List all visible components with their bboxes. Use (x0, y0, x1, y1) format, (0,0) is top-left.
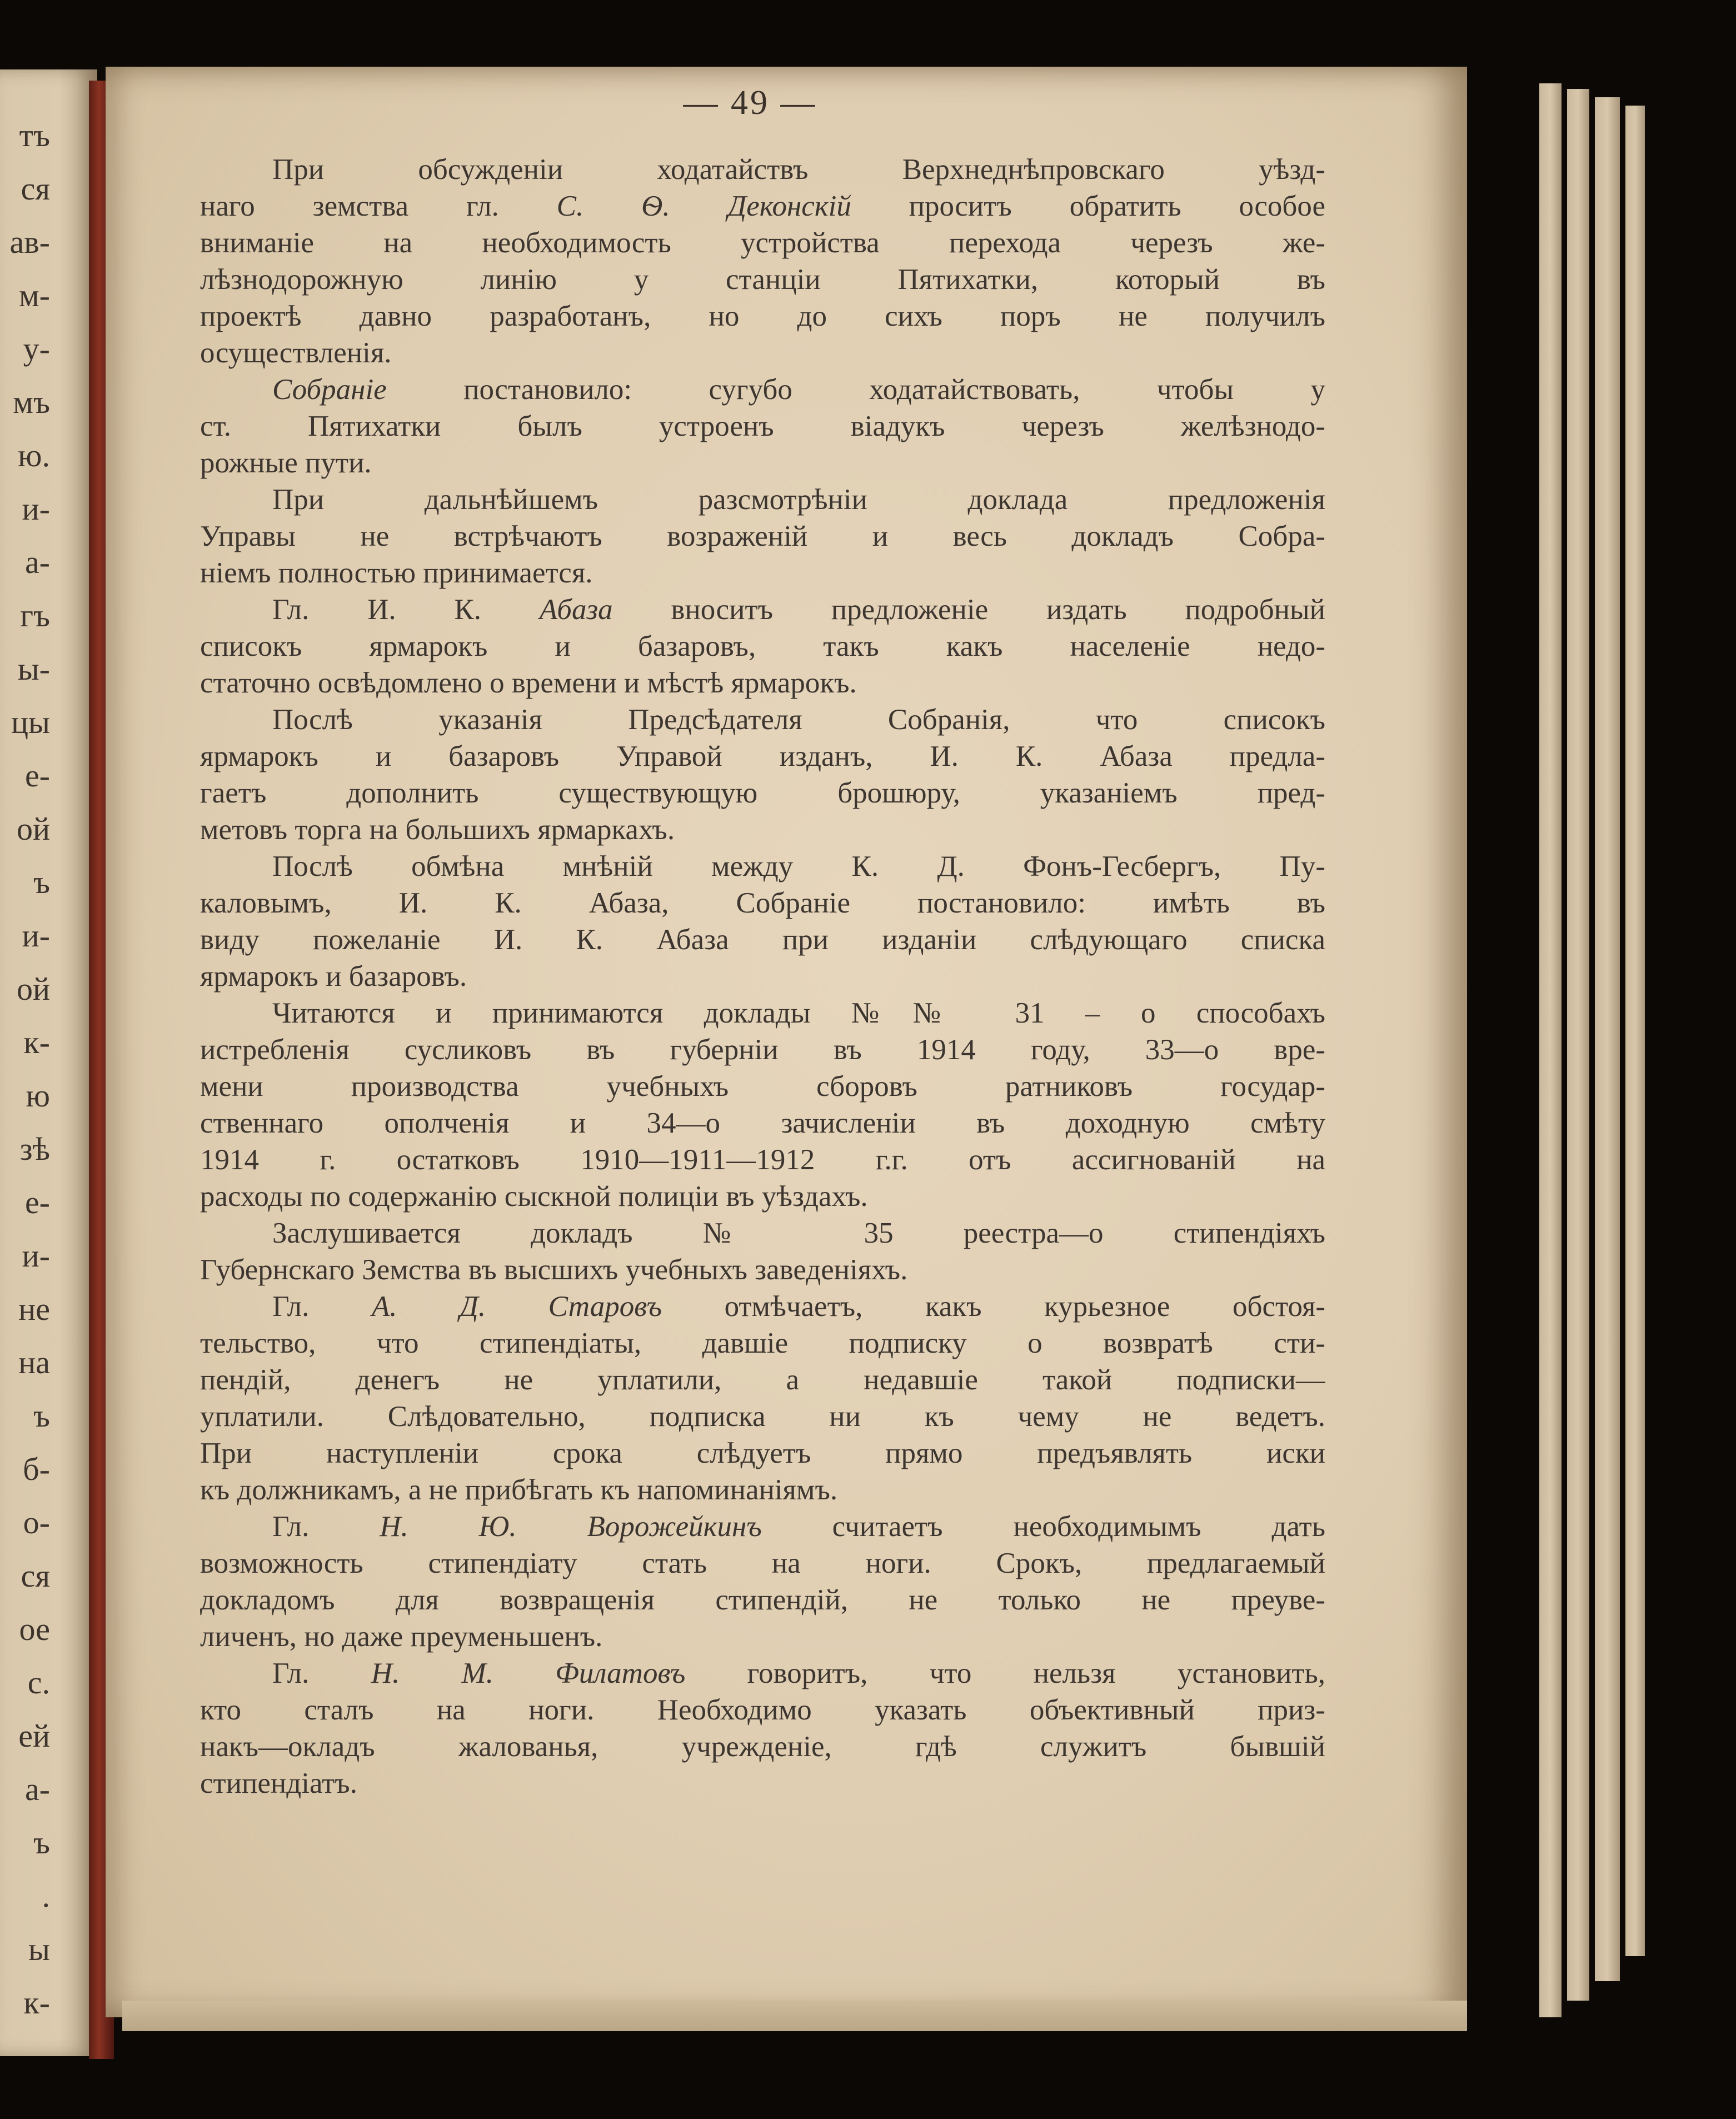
previous-page-fragment: с. (27, 1664, 50, 1701)
paragraph (200, 151, 1325, 371)
text-line (200, 445, 1325, 481)
italic-name: Н. М. Филатовъ (371, 1657, 686, 1689)
text-line (200, 1435, 1325, 1472)
previous-page-fragment: и- (22, 1238, 50, 1274)
text-line (200, 1215, 1325, 1252)
text-line (200, 1288, 1325, 1325)
previous-page-fragment: мъ (13, 384, 50, 420)
text-run: вноситъ предложеніе издать подробный (612, 594, 1325, 626)
text-run: ярмарокъ и базаровъ. (200, 960, 467, 993)
text-run: истребленія сусликовъ въ губерніи въ 1914 году, 33—о вре- (200, 1034, 1325, 1066)
previous-page-fragment: и- (22, 491, 50, 527)
text-run: стипендіатъ. (200, 1767, 357, 1799)
text-run: наго земства гл. (200, 190, 557, 222)
page-stack (1539, 83, 1562, 2017)
text-run: Читаются и принимаются доклады №№ 31 – о способахъ (272, 997, 1325, 1029)
text-line (200, 408, 1325, 445)
text-run: рожные пути. (200, 447, 372, 479)
previous-page-fragment: ой (16, 811, 50, 847)
text-run: лѣзнодорожную линію у станціи Пятихатки, который въ (200, 263, 1325, 296)
previous-page-fragment: к- (23, 1985, 50, 2021)
text-run: списокъ ярмарокъ и базаровъ, такъ какъ населеніе недо- (200, 630, 1325, 662)
text-line (200, 1068, 1325, 1105)
previous-page-fragment: зѣ (19, 1131, 50, 1167)
text-line (200, 921, 1325, 958)
page-body (200, 151, 1325, 1802)
text-line (200, 1582, 1325, 1618)
text-run: ярмарокъ и базаровъ Управой изданъ, И. К. Абаза предла- (200, 740, 1325, 772)
text-run: ст. Пятихатки былъ устроенъ віадукъ черезъ желѣзнодо- (200, 410, 1325, 442)
page-stack (1567, 89, 1589, 2001)
page-stack (1595, 97, 1620, 1981)
text-line (200, 665, 1325, 701)
previous-page-fragment: а- (24, 1771, 50, 1807)
text-line (200, 958, 1325, 995)
text-run: мени производства учебныхъ сборовъ ратниковъ государ- (200, 1070, 1325, 1103)
previous-page-fragment: ъ (33, 864, 50, 900)
text-line (200, 1508, 1325, 1545)
text-run: Гл. (272, 1657, 371, 1689)
text-line (200, 371, 1325, 408)
italic-name: Н. Ю. Ворожейкинъ (380, 1510, 762, 1543)
text-run: осуществленія. (200, 337, 392, 369)
paragraph (200, 848, 1325, 995)
text-line (200, 1545, 1325, 1582)
page-number: — 49 — (683, 84, 817, 122)
previous-page-fragment: ав- (9, 224, 50, 260)
text-line (200, 261, 1325, 298)
text-line (200, 1618, 1325, 1655)
previous-page-fragment: о- (23, 1504, 50, 1540)
text-run: ственнаго ополченія и 34—о зачисленіи въ доходную смѣту (200, 1107, 1325, 1139)
text-run: проектѣ давно разработанъ, но до сихъ поръ не получилъ (200, 300, 1325, 332)
text-run: виду пожеланіе И. К. Абаза при изданіи слѣдующаго списка (200, 924, 1325, 956)
text-run: личенъ, но даже преуменьшенъ. (200, 1621, 603, 1653)
previous-page-fragment: ю. (18, 437, 50, 473)
previous-page-fragment: цы (11, 704, 50, 740)
text-line (200, 1728, 1325, 1765)
text-run: считаетъ необходимымъ дать (761, 1510, 1325, 1543)
page-stack (1625, 106, 1645, 1956)
italic-name: Собраніе (272, 373, 387, 406)
text-run: Послѣ указанія Предсѣдателя Собранія, что списокъ (272, 704, 1325, 736)
text-line (200, 701, 1325, 738)
text-run: статочно освѣдомлено о времени и мѣстѣ ярмарокъ. (200, 667, 857, 699)
text-run: При наступленіи срока слѣдуетъ прямо предъявлять иски (200, 1437, 1325, 1469)
text-line (200, 1472, 1325, 1508)
text-run: постановило: сугубо ходатайствовать, чтобы у (386, 373, 1325, 406)
paragraph (200, 591, 1325, 701)
paragraph (200, 995, 1325, 1215)
previous-page-fragment: б- (23, 1451, 50, 1487)
text-run: расходы по содержанію сыскной полиціи въ уѣздахъ. (200, 1180, 868, 1213)
text-run: Гл. (272, 1290, 372, 1323)
text-line (200, 518, 1325, 555)
text-run: Гл. И. К. (272, 594, 540, 626)
text-line (200, 1141, 1325, 1178)
previous-page-fragment: м- (18, 277, 50, 313)
text-line (200, 335, 1325, 371)
text-line (200, 995, 1325, 1031)
previous-page-fragment: и- (22, 918, 50, 954)
previous-page-fragment: у- (23, 331, 50, 367)
previous-page-fragment: ы- (17, 651, 50, 687)
page-bottom-edge (122, 2001, 1467, 2031)
text-line (200, 555, 1325, 591)
text-run: каловымъ, И. К. Абаза, Собраніе постановило: имѣть въ (200, 887, 1325, 919)
text-run: метовъ торга на большихъ ярмаркахъ. (200, 814, 675, 846)
text-run: При обсужденіи ходатайствъ Верхнеднѣпровскаго уѣзд- (272, 153, 1325, 186)
text-run: При дальнѣйшемъ разсмотрѣніи доклада предложенія (272, 483, 1325, 516)
previous-page-fragment: ся (21, 171, 50, 207)
text-run: проситъ обратить особое (851, 190, 1325, 222)
previous-page-fragment: е- (24, 757, 50, 794)
paragraph (200, 1508, 1325, 1655)
text-run: Заслушивается докладъ № 35 реестра—о стипендіяхъ (272, 1217, 1325, 1249)
paragraph (200, 1655, 1325, 1802)
text-line (200, 1252, 1325, 1288)
text-line (200, 628, 1325, 665)
text-line (200, 1031, 1325, 1068)
text-run: Послѣ обмѣна мнѣній между К. Д. Фонъ-Гесбергъ, Пу- (272, 850, 1325, 882)
text-run: 1914 г. остатковъ 1910—1911—1912 г.г. отъ ассигнованій на (200, 1144, 1325, 1176)
previous-page-fragment: ое (19, 1611, 50, 1647)
text-run: пендій, денегъ не уплатили, а недавшіе такой подписки— (200, 1364, 1325, 1396)
previous-page (0, 69, 97, 2056)
text-run: докладомъ для возвращенія стипендій, не только не преуве- (200, 1584, 1325, 1616)
italic-name: А. Д. Старовъ (371, 1290, 662, 1323)
previous-page-fragment: ъ (33, 1398, 50, 1434)
previous-page-fragment: не (18, 1291, 50, 1327)
text-line (200, 188, 1325, 225)
text-run: кто сталъ на ноги. Необходимо указать объективный приз- (200, 1694, 1325, 1726)
text-line (200, 811, 1325, 848)
paragraph (200, 1215, 1325, 1288)
text-line (200, 1692, 1325, 1728)
text-run: тельство, что стипендіаты, давшіе подписку о возвратѣ сти- (200, 1327, 1325, 1359)
previous-page-fragment: ъ (33, 1824, 50, 1861)
text-line (200, 1105, 1325, 1141)
text-run: къ должникамъ, а не прибѣгать къ напоминаніямъ. (200, 1474, 838, 1506)
text-line (200, 1325, 1325, 1362)
text-line (200, 151, 1325, 188)
paragraph (200, 371, 1325, 481)
paragraph (200, 1288, 1325, 1508)
text-run: уплатили. Слѣдовательно, подписка ни къ чему не ведетъ. (200, 1400, 1325, 1433)
previous-page-fragment: к- (23, 1024, 50, 1060)
previous-page-fragment: гъ (20, 597, 50, 634)
text-run: вниманіе на необходимость устройства перехода черезъ же- (200, 227, 1325, 259)
previous-page-fragment: а- (24, 544, 50, 580)
text-line (200, 1765, 1325, 1802)
paragraph (200, 701, 1325, 848)
text-run: возможность стипендіату стать на ноги. Срокъ, предлагаемый (200, 1547, 1325, 1579)
text-line (200, 738, 1325, 775)
previous-page-fragment: е- (24, 1184, 50, 1220)
previous-page-fragment: тъ (19, 117, 50, 153)
previous-page-fragment: ой (16, 971, 50, 1007)
text-line (200, 885, 1325, 921)
text-line (200, 1362, 1325, 1398)
previous-page-fragment: ей (18, 1718, 50, 1754)
text-run: накъ—окладъ жалованья, учрежденіе, гдѣ служитъ бывшій (200, 1731, 1325, 1763)
text-line (200, 1178, 1325, 1215)
previous-page-fragment: ю (26, 1078, 50, 1114)
text-line (200, 225, 1325, 261)
previous-page-fragment: . (42, 1878, 50, 1914)
text-run: говоритъ, что нельзя установить, (685, 1657, 1325, 1689)
paragraph (200, 481, 1325, 591)
text-line (200, 1655, 1325, 1692)
text-run: Гл. (272, 1510, 380, 1543)
text-line (200, 848, 1325, 885)
text-line (200, 481, 1325, 518)
text-run: отмѣчаетъ, какъ курьезное обстоя- (662, 1290, 1325, 1323)
text-line (200, 298, 1325, 335)
text-run: Губернскаго Земства въ высшихъ учебныхъ заведеніяхъ. (200, 1254, 908, 1286)
previous-page-fragment: ся (21, 1558, 50, 1594)
text-line (200, 1398, 1325, 1435)
previous-page-fragment: на (18, 1344, 50, 1380)
text-line (200, 591, 1325, 628)
previous-page-fragment: ы (28, 1931, 50, 1967)
italic-name: С. Ѳ. Деконскій (556, 190, 851, 222)
text-run: ніемъ полностью принимается. (200, 557, 593, 589)
italic-name: Абаза (539, 594, 613, 626)
text-run: гаетъ дополнить существующую брошюру, указаніемъ пред- (200, 777, 1325, 809)
text-run: Управы не встрѣчаютъ возраженій и весь докладъ Собра- (200, 520, 1325, 552)
text-line (200, 775, 1325, 811)
